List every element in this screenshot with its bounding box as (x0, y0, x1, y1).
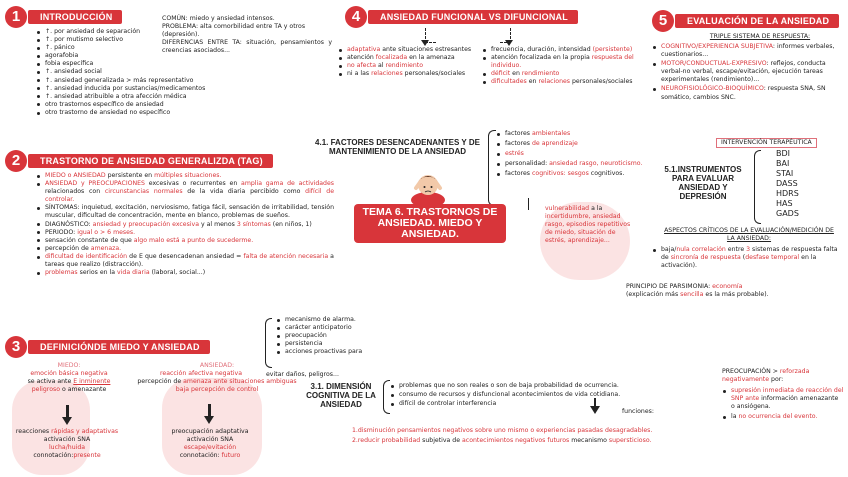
funcion-item: 2.reducir probabilidad subjetiva de acontecimientos negativos futuros mecanismo supersticioso. (352, 437, 652, 445)
instrument-item: GADS (776, 209, 799, 218)
mechanism-brace (265, 318, 272, 368)
section-4-number: 4 (345, 6, 367, 28)
list-item: NEUROFISIOLÓGICO-BIOQUÍMICO: respuesta SNA, SN somático, cambios SNC. (652, 85, 844, 101)
list-item: dificultades en relaciones personales/sociales (482, 78, 650, 86)
comun-text: COMÚN: miedo y ansiedad intensos. (162, 15, 275, 22)
list-item: baja/nula correlación entre 3 sistemas de respuesta falta de sincronía de respuesta (desfase temporal en la activación). (652, 246, 844, 270)
list-item: problemas serios en la vida diaria (laboral, social...) (36, 269, 334, 277)
list-item: personalidad: ansiedad rasgo, neuroticismo. (496, 160, 646, 168)
list-item: frecuencia, duración, intensidad (persistente) (482, 46, 650, 54)
list-item: agorafobia (36, 52, 166, 60)
ansiedad-result (150, 428, 270, 460)
list-item: MIEDO o ANSIEDAD persistente en múltiples situaciones. (36, 172, 334, 180)
list-item: ANSIEDAD y PREOCUPACIONES excesivas o recurrentes en amplia gama de actividades relacionados con circunstancias normales de la vida diaria percibido como difícil de controlar. (36, 180, 334, 204)
list-item: atención focalizada en la propia respuesta del individuo. (482, 54, 650, 70)
list-item: ni a las relaciones personales/sociales (338, 70, 476, 78)
miedo-line: connotación:presente (33, 452, 101, 460)
triple-heading: TRIPLE SISTEMA DE RESPUESTA: (709, 33, 811, 40)
section-3-number: 3 (5, 336, 27, 358)
list-item: ↑. pánico (36, 44, 166, 52)
preocupacion-heading: PREOCUPACIÓN > reforzada negativamente por: (722, 368, 810, 384)
ansiedad-line: connotación: futuro (179, 452, 241, 460)
ansiedad-line: baja percepción de control (175, 386, 259, 394)
cognitive-list (390, 382, 690, 408)
list-item: preocupación (276, 332, 386, 340)
list-item: déficit en rendimiento (482, 70, 650, 78)
miedo-block (8, 362, 130, 394)
preocupacion-block (722, 368, 844, 422)
list-item: DIAGNÓSTICO: ansiedad y preocupación excesiva y al menos 3 síntomas (en niños, 1) (36, 221, 334, 229)
section-4-title: ANSIEDAD FUNCIONAL VS DIFUNCIONAL (368, 10, 578, 24)
list-item: SÍNTOMAS: inquietud, excitación, nerviosismo, fatiga fácil, sensación de irritabilidad, tensión muscular, dificultad de concentración, mente en blanco, problemas de sueños. (36, 204, 334, 220)
list-item: otro trastorno de ansiedad no específico (36, 109, 245, 117)
dysfunctional-list (482, 46, 650, 86)
functional-list (338, 46, 476, 78)
instrument-item: HAS (776, 199, 793, 208)
intervention-label: INTERVENCIÓN TERAPÉUTICA (716, 138, 817, 148)
ansiedad-line: reacción afectiva negativa (160, 370, 242, 378)
list-item: factores de aprendizaje (496, 140, 646, 148)
list-item: percepción de amenaza. (36, 245, 334, 253)
list-item: ↑. ansiedad social (36, 68, 166, 76)
list-item: ↑. ansiedad inducida por sustancias/medicamentos (36, 85, 245, 93)
vuln-connector (528, 198, 530, 210)
list-item: no afecta al rendimiento (338, 62, 476, 70)
ansiedad-line: preocupación adaptativa (171, 428, 249, 435)
stressed-person-icon (408, 168, 448, 206)
instruments-brace (754, 150, 761, 224)
section-3-title: DEFINICIÓNDE MIEDO Y ANSIEDAD (28, 340, 210, 354)
mechanism-list (276, 316, 386, 356)
section-2-title: TRASTORNO DE ANSIEDAD GENERALIZDA (TAG) (28, 154, 273, 168)
problema-text: PROBLEMA: alta comorbilidad entre TA y otros (depresión). (162, 23, 306, 39)
miedo-line: lucha/huida (48, 444, 86, 452)
diferencias-text: DIFERENCIAS ENTRE TA: situación, pensamientos y creencias asociados... (162, 39, 332, 55)
list-item: ↑. por ansiedad de separación (36, 28, 166, 36)
instruments-list (776, 149, 799, 219)
instruments-heading: 5.1.INSTRUMENTOS PARA EVALUAR ANSIEDAD Y DEPRESIÓN (664, 165, 742, 201)
main-title: TEMA 6. TRASTORNOS DE ANSIEDAD. MIEDO Y ANSIEDAD. (354, 204, 506, 243)
list-item: ↑. ansiedad generalizada > más representativo (36, 77, 245, 85)
list-item: consumo de recursos y disfuncional acontecimientos de vida cotidiana. (390, 391, 690, 399)
miedo-line: reacciones rápidas y adaptativas (15, 428, 119, 435)
section-2-number: 2 (5, 150, 27, 172)
list-item: dificultad de identificación de E que desencadenan ansiedad = falta de atención necesaria a tareas que realizo (distracción). (36, 253, 334, 269)
instrument-item: DASS (776, 179, 798, 188)
factors-brace (488, 130, 496, 206)
ansiedad-line: activación SNA (186, 436, 234, 444)
aspectos-heading: ASPECTOS CRÍTICOS DE LA EVALUACIÓN/MEDICIÓN DE LA ANSIEDAD: (664, 227, 834, 243)
list-item: carácter anticipatorio (276, 324, 386, 332)
list-item: mecanismo de alarma. (276, 316, 386, 324)
list-item: acciones proactivas para (276, 348, 386, 356)
triple-list (652, 43, 844, 102)
miedo-heading: MIEDO: (57, 362, 81, 369)
list-item: fobia específica (36, 60, 166, 68)
list-item: difícil de controlar interferencia (390, 400, 690, 408)
list-item: factores cognitivos: sesgos cognitivos. (496, 170, 646, 178)
cognitive-brace (383, 380, 390, 414)
section-1-number: 1 (5, 6, 27, 28)
instrument-item: BDI (776, 149, 791, 158)
miedo-line: emoción básica negativa (30, 370, 108, 378)
miedo-line: se activa ante E inminente (27, 378, 111, 386)
cognitive-heading: 3.1. DIMENSIÓN COGNITIVA DE LA ANSIEDAD (306, 382, 376, 409)
list-item: MOTOR/CONDUCTUAL-EXPRESIVO: reflejos, conducta verbal-no verbal, escape/evitación, ejecución tareas experimentales (rendimiento)... (652, 60, 844, 84)
list-item: supresión inmediata de reacción del SNP ante información amenazante o ansiógena. (722, 387, 844, 411)
funciones-list (352, 427, 732, 445)
list-item: PERIODO: igual o > 6 meses. (36, 229, 334, 237)
list-item: sensación constante de que algo malo está a punto de sucederme. (36, 237, 334, 245)
list-item: ↑. ansiedad atribuible a otra afección médica (36, 93, 245, 101)
section-1-notes (162, 15, 332, 55)
section-5-number: 5 (652, 10, 674, 32)
section-1-list (36, 28, 206, 117)
ansiedad-line: escape/evitación (183, 444, 237, 452)
ansiedad-arrow-icon (204, 416, 214, 424)
section-1-title: INTRODUCCIÓN (28, 10, 122, 24)
funcion-item: 1.disminución pensamientos negativos sobre uno mismo o experiencias pasadas desagradables. (352, 427, 653, 434)
funciones-label: funciones: (622, 408, 654, 415)
list-item: adaptativa ante situaciones estresantes (338, 46, 476, 54)
instrument-item: HDRS (776, 189, 799, 198)
list-item: otro trastornos específico de ansiedad (36, 101, 245, 109)
list-item: persistencia (276, 340, 386, 348)
list-item: COGNITIVO/EXPERIENCIA SUBJETIVA: informes verbales, cuestionarios... (652, 43, 844, 59)
section-5-title: EVALUACIÓN DE LA ANSIEDAD (675, 14, 839, 28)
parsimonia-text: PRINCIPIO DE PARSIMONIA: economía (explicación más sencilla es la más probable). (626, 283, 769, 299)
instrument-item: BAI (776, 159, 790, 168)
ansiedad-line: percepción de amenaza ante situaciones ambiguas (137, 378, 297, 386)
factors-list (496, 130, 646, 178)
list-item: problemas que no son reales o son de baja probabilidad de ocurrencia. (390, 382, 690, 390)
miedo-line: activación SNA (43, 436, 91, 444)
ansiedad-line: evitar daños, peligros... (266, 371, 339, 378)
instrument-item: STAI (776, 169, 794, 178)
list-item: estrés (496, 150, 646, 158)
ansiedad-heading: ANSIEDAD: (199, 362, 235, 369)
list-item: atención focalizada en la amenaza (338, 54, 476, 62)
aspectos-list (652, 246, 844, 270)
list-item: ↑. por mutismo selectivo (36, 36, 166, 44)
factors-heading: 4.1. FACTORES DESENCADENANTES Y DE MANTENIMIENTO DE LA ANSIEDAD (315, 138, 480, 156)
section-2-list (36, 172, 334, 277)
list-item: factores ambientales (496, 130, 646, 138)
list-item: la no ocurrencia del evento. (722, 413, 844, 421)
funciones-arrow-icon (590, 406, 600, 414)
miedo-result (2, 428, 132, 460)
vuln-text: vulnerabilidad a la incertidumbre, ansiedad rasgo, episodios repetitivos de miedo, situación de estrés, aprendizaje... (545, 205, 631, 245)
miedo-line: peligroso o amenazante (31, 386, 107, 394)
miedo-arrow-icon (62, 417, 72, 425)
